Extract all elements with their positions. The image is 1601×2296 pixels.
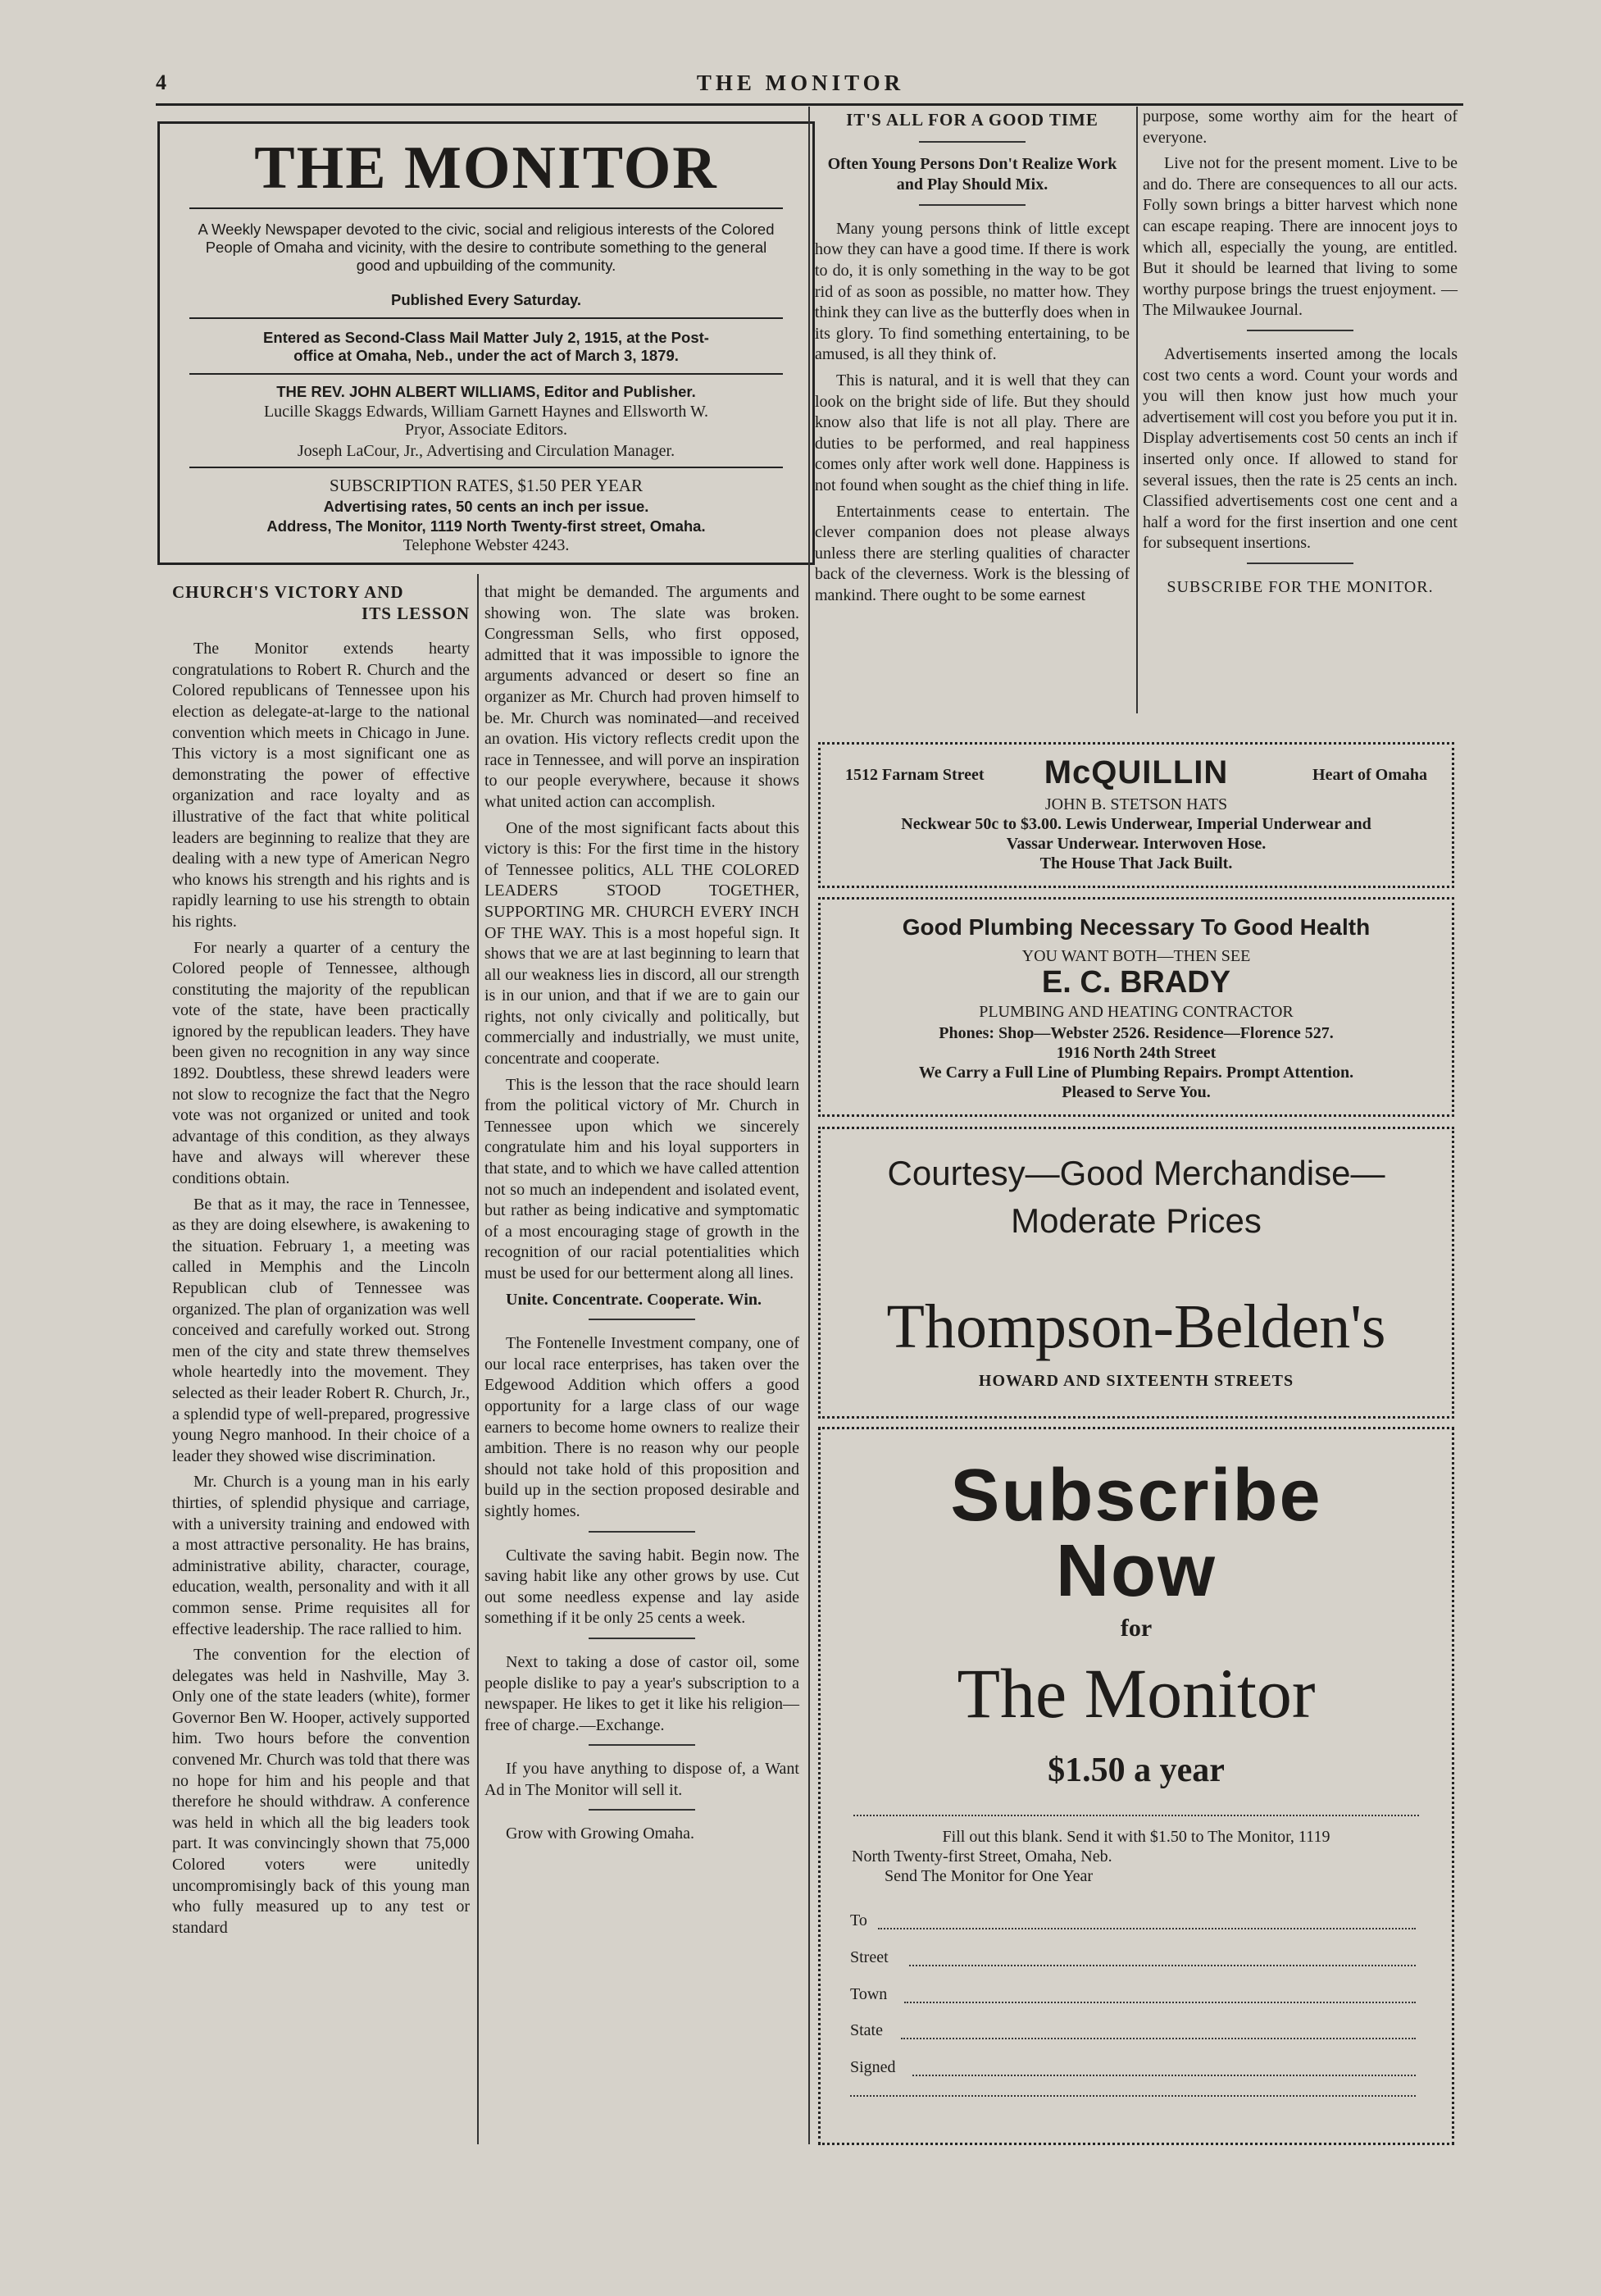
form-field-label: Signed (850, 2058, 896, 2076)
article-paragraph: The convention for the election of delegates was held in Nashville, May 3. Only one of the state leaders (white), former Governor Ben W. Hooper, actively supported him. Two hours before the convention convened Mr. Church was told that there was no hope for him and his people and that therefore he should withdraw. A conference was held in which all the big leaders took part. It was convincingly shown that 75,000 Colored voters were unitedly uncompromisingly back of this young man who fully measured up to any test or standard (172, 1646, 470, 1937)
thompson-name: Thompson-Belden's (886, 1292, 1386, 1361)
brady-line5: We Carry a Full Line of Plumbing Repairs. Prompt Attention. (918, 1064, 1354, 1082)
mcquillin-name: McQUILLIN (1044, 754, 1229, 790)
column-rule (477, 574, 479, 2144)
thompson-line1: Courtesy—Good Merchandise— (887, 1154, 1385, 1192)
mcquillin-tagline: Heart of Omaha (1312, 766, 1427, 784)
form-field-signed[interactable] (850, 2058, 1416, 2078)
masthead-title: THE MONITOR (254, 134, 718, 202)
brady-name: E. C. BRADY (1041, 965, 1231, 1000)
form-field-line (878, 1928, 1416, 1929)
mcquillin-line2: Neckwear 50c to $3.00. Lewis Underwear, Imperial Underwear and (901, 815, 1371, 833)
masthead-description: A Weekly Newspaper devoted to the civic, social and religious interests of the Colored People of Omaha and vicinity, with the desire to contribute something to the general good and upbuilding of the community. (198, 221, 775, 274)
form-field-to[interactable] (850, 1911, 1416, 1931)
masthead-published: Published Every Saturday. (390, 291, 582, 308)
subscribe-divider (853, 1815, 1419, 1816)
subscribe-ad (818, 1427, 1454, 2145)
form-field-line (904, 2002, 1416, 2003)
article-paragraph: that might be demanded. The arguments and showing won. The slate was broken. Congressman Sells, who first opposed, admitted that it was impossible to ignore the arguments advanced or desert so fine an organizer as Mr. Church had proven himself to be. Mr. Church was nominated—and received an ovation. His victory reflects credit upon the race in Tennessee, and will porve an inspiration to our people everywhere, because it shows what united action can accomplish. (484, 583, 799, 811)
column-rule (808, 107, 810, 2144)
subscribe-line1: Subscribe (950, 1455, 1322, 1537)
article-heading-line2: ITS LESSON (362, 603, 470, 623)
thompson-belden-ad (818, 1127, 1454, 1419)
brady-line4: 1916 North 24th Street (1056, 1044, 1217, 1062)
article-paragraph: This is the lesson that the race should learn from the political victory of Mr. Church in Tennessee upon which we sincerely congratulate him and his loyal supporters in that state, and to which we have called attention not so much an independent and isolated event, but rather as being indicative and symptomatic of a most encouraging stage of growth in the recognition of our racial potentialities which must be used for our betterment along all lines. (484, 1075, 799, 1282)
article-paragraph: Many young persons think of little except how they can have a good time. If there is work to do, it is only something in the way to be got rid of as soon as possible, no matter how. They think they can live as the butterfly does when in its glory. To find something entertaining, to be amused, is all they think of. (815, 219, 1130, 364)
form-field-line (901, 2038, 1416, 2039)
subscribe-line4: The Monitor (957, 1654, 1316, 1733)
mcquillin-ad (818, 742, 1454, 888)
masthead-rule (189, 317, 783, 319)
form-field-label: Town (850, 1985, 888, 2003)
article-paragraph: Unite. Concentrate. Cooperate. Win. (506, 1290, 762, 1309)
masthead-entry-2: office at Omaha, Neb., under the act of March 3, 1879. (293, 347, 679, 364)
article-paragraph: Entertainments cease to entertain. The clever companion does not please always unless there are sterling qualities of character back of the cleverness. Work is the blessing of mankind. There ought to be some earnest (815, 502, 1130, 604)
column-4 (1143, 107, 1458, 598)
running-head: THE MONITOR (696, 71, 905, 95)
page-number: 4 (156, 71, 166, 94)
mcquillin-line3: Vassar Underwear. Interwoven Hose. (1006, 835, 1267, 853)
masthead-rates: SUBSCRIPTION RATES, $1.50 PER YEAR (330, 476, 643, 495)
masthead-manager: Joseph LaCour, Jr., Advertising and Circulation Manager. (297, 442, 675, 460)
brady-line6: Pleased to Serve You. (1062, 1083, 1211, 1101)
article-paragraph: purpose, some worthy aim for the heart of everyone. (1143, 107, 1458, 147)
column-rule (1136, 107, 1138, 713)
masthead-box (157, 121, 815, 565)
masthead-editor: THE REV. JOHN ALBERT WILLIAMS, Editor and Publisher. (276, 383, 696, 400)
column-3 (815, 110, 1130, 606)
section-rule (589, 1809, 695, 1811)
subscribe-instruction-3: Send The Monitor for One Year (885, 1867, 1094, 1885)
article-paragraph: The Monitor extends hearty congratulations to Robert R. Church and the Colored republicans of Tennessee upon his election as delegate-at-large to the national convention which meets in Chicago in June. This victory is a most significant one as demonstrating the power of effective organization and race loyalty and as illustrative of the fact that white political leaders are beginning to realize that they are dealing with a new type of American Negro who knows his strength and his rights and is rapidly learning to use his strength to obtain his rights. (172, 640, 470, 931)
masthead-entry-1: Entered as Second-Class Mail Matter July 2, 1915, at the Post- (263, 329, 709, 346)
form-field-label: To (850, 1911, 871, 1930)
column-1 (172, 582, 470, 1938)
masthead-rule (189, 467, 783, 468)
article-paragraph: Be that as it may, the race in Tennessee, as they are doing elsewhere, is awakening to the situation. February 1, a meeting was called in Memphis and the Lincoln Republican club of Tennessee was organized. The plan of organization was well conceived and carefully worked out. Strong men of the city and state threw themselves whole heartedly into the movement. They selected as their leader Robert R. Church, Jr., a splendid type of well-prepared, progressive young Negro manhood. In their choice of a leader they showed wise discrimination. (172, 1195, 470, 1465)
section-rule (1247, 330, 1353, 331)
mcquillin-line4: The House That Jack Built. (1039, 854, 1233, 872)
article-paragraph: For nearly a quarter of a century the Colored people of Tennessee, although constituting the majority of the republican vote of the state, have been practically ignored by the republican leaders. They have been given no recognition in any way since 1892. Doubtless, these shrewd leaders were not slow to recognize the fact that the Negro vote was not organized or united and took advantage of this condition, as they always have and always will wherever these conditions obtain. (172, 938, 470, 1188)
subscribe-price: $1.50 a year (1048, 1752, 1225, 1789)
fontenelle-item: The Fontenelle Investment company, one of our local race enterprises, has taken over the Edgewood Addition which offers a good opportunity for a large class of our wage earners to become home owners to realize their ambition. There is no reason why our people should not take hold of this proposition and build up in the section proposed desirable and sightly homes. (484, 1334, 799, 1520)
form-field-street[interactable] (850, 1948, 1416, 1968)
section-rule (589, 1319, 695, 1320)
good-time-subheading: Often Young Persons Don't Realize Work and Play Should Mix. (827, 154, 1117, 194)
section-rule (1247, 563, 1353, 564)
article-paragraph: This is natural, and it is well that they can look on the bright side of life. But they should know also that life is not all play. There are duties to be performed, and real happiness comes only after work well done. Happiness is not found when sought as the chief thing in life. (815, 371, 1130, 494)
masthead-rule (189, 373, 783, 375)
section-rule (919, 204, 1026, 206)
form-field-town[interactable] (850, 1985, 1416, 2005)
good-time-heading: IT'S ALL FOR A GOOD TIME (846, 110, 1098, 130)
brady-line2: PLUMBING AND HEATING CONTRACTOR (979, 1003, 1294, 1021)
grow-item: Grow with Growing Omaha. (506, 1824, 694, 1843)
brady-ad (818, 897, 1454, 1117)
article-paragraph: Mr. Church is a young man in his early thirties, of splendid physique and carriage, with a university training and endowed with a most attractive personality. He has brains, administrative ability, character, courage, education, wealth, personality and with it all common sense. Prime requisites all for effective leadership. The race rallied to him. (172, 1473, 470, 1638)
article-paragraph: Live not for the present moment. Live to be and do. There are consequences to all our acts. Folly sown brings a bitter harvest which none can escape reaping. There are innocent joys to which all, especially the young, are entitled. But it should be learned that living to some worthy purpose brings the truest enjoyment. —The Milwaukee Journal. (1143, 154, 1458, 320)
masthead-rule (189, 207, 783, 209)
brady-line1: YOU WANT BOTH—THEN SEE (1021, 947, 1251, 965)
masthead-telephone: Telephone Webster 4243. (403, 536, 570, 554)
article-heading-line1: CHURCH'S VICTORY AND (172, 582, 404, 602)
thompson-address: HOWARD AND SIXTEENTH STREETS (978, 1372, 1294, 1390)
mcquillin-line1: JOHN B. STETSON HATS (1044, 795, 1228, 813)
subscribe-line3: for (1120, 1615, 1153, 1642)
castor-oil-item: Next to taking a dose of castor oil, some people dislike to pay a year's subscription to a newspaper. He likes to get it like his religion—free of charge.—Exchange. (484, 1652, 799, 1734)
brady-line3: Phones: Shop—Webster 2526. Residence—Florence 527. (939, 1024, 1334, 1042)
subscribe-line: SUBSCRIBE FOR THE MONITOR. (1167, 577, 1434, 596)
header-rule (156, 103, 1463, 106)
form-field-label: Street (850, 1948, 889, 1966)
column-2 (484, 582, 799, 1845)
subscribe-instruction-2: North Twenty-first Street, Omaha, Neb. (852, 1847, 1112, 1866)
masthead-ad-rates: Advertising rates, 50 cents an inch per issue. (323, 498, 649, 515)
subscribe-instruction-1: Fill out this blank. Send it with $1.50 to The Monitor, 1119 (942, 1828, 1330, 1846)
section-rule (589, 1744, 695, 1746)
masthead-associates-1: Lucille Skaggs Edwards, William Garnett Haynes and Ellsworth W. (263, 403, 709, 421)
masthead-associates-2: Pryor, Associate Editors. (404, 421, 568, 439)
saving-item: Cultivate the saving habit. Begin now. The saving habit like any other grows by use. Cut out some needless expense and lay aside something if it be only 25 cents a week. (484, 1546, 799, 1628)
form-field-state[interactable] (850, 2021, 1416, 2041)
form-field-line (912, 2075, 1416, 2076)
advertising-notice: Advertisements inserted among the locals cost two cents a word. Count your words and you will then know just how much your advertisement will cost you before you put it in. Display advertisements cost 50 cents an inch if inserted only once. If allowed to stand for several issues, then the rate is 25 cents an inch. Classified advertisements cost one cent and a half a word for the first insertion and one cent for subsequent insertions. (1143, 344, 1458, 553)
want-ad-item: If you have anything to dispose of, a Want Ad in The Monitor will sell it. (484, 1760, 799, 1799)
article-paragraph: One of the most significant facts about this victory is this: For the first time in the history of Tennessee politics, ALL THE COLORED LEADERS STOOD TOGETHER, SUPPORTING MR. CHURCH EVERY INCH OF THE WAY. This is a most hopeful sign. It shows that we are at last beginning to learn that all our weakness lies in discord, all our strength is in our union, and that if we are to gain our rights, not only civically and politically, but commercially and industrially, we must unite, concentrate and cooperate. (484, 818, 799, 1068)
brady-headline: Good Plumbing Necessary To Good Health (902, 914, 1371, 940)
form-field-line (909, 1965, 1416, 1966)
section-rule (589, 1638, 695, 1639)
form-extra-line (850, 2095, 1416, 2097)
thompson-line2: Moderate Prices (1011, 1201, 1262, 1240)
section-rule (589, 1531, 695, 1533)
subscribe-line2: Now (1056, 1530, 1217, 1612)
form-field-label: State (850, 2021, 883, 2039)
section-rule (919, 141, 1026, 143)
mcquillin-address: 1512 Farnam Street (845, 766, 985, 784)
masthead-address: Address, The Monitor, 1119 North Twenty-first street, Omaha. (266, 517, 706, 535)
